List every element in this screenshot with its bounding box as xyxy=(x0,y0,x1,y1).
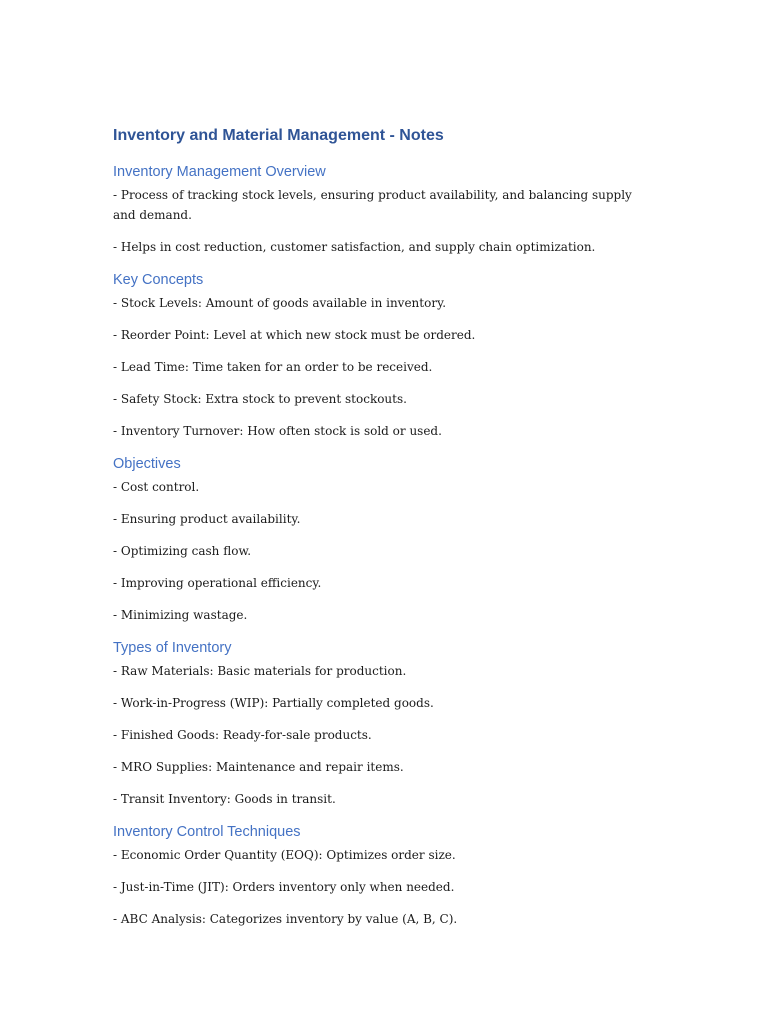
bullet-item: - Process of tracking stock levels, ensuring product availability, and balancing supply and demand. xyxy=(113,188,632,222)
bullet-item: - ABC Analysis: Categorizes inventory by value (A, B, C). xyxy=(113,912,458,926)
bullet-item: - Helps in cost reduction, customer satisfaction, and supply chain optimization. xyxy=(113,240,596,254)
section-key-concepts xyxy=(113,271,648,441)
bullet-item: - Stock Levels: Amount of goods available in inventory. xyxy=(113,296,447,310)
section-heading: Inventory Control Techniques xyxy=(113,824,301,840)
bullet-item: - Lead Time: Time taken for an order to be received. xyxy=(113,360,433,374)
bullet-item: - Finished Goods: Ready-for-sale products. xyxy=(113,728,372,742)
section-heading: Objectives xyxy=(113,456,181,472)
bullet-item: - Just-in-Time (JIT): Orders inventory only when needed. xyxy=(113,880,455,894)
bullet-item: - MRO Supplies: Maintenance and repair items. xyxy=(113,760,404,774)
document-title: Inventory and Material Management - Notes xyxy=(113,127,444,144)
bullet-item: - Work-in-Progress (WIP): Partially completed goods. xyxy=(113,696,434,710)
bullet-item: - Optimizing cash flow. xyxy=(113,544,252,558)
section-heading: Types of Inventory xyxy=(113,640,232,656)
bullet-item: - Safety Stock: Extra stock to prevent stockouts. xyxy=(113,392,407,406)
section-types-of-inventory xyxy=(113,639,648,809)
bullet-item: - Transit Inventory: Goods in transit. xyxy=(113,792,336,806)
bullet-item: - Reorder Point: Level at which new stock must be ordered. xyxy=(113,328,476,342)
bullet-item: - Ensuring product availability. xyxy=(113,512,301,526)
bullet-item: - Raw Materials: Basic materials for production. xyxy=(113,664,407,678)
section-objectives xyxy=(113,455,648,625)
bullet-item: - Economic Order Quantity (EOQ): Optimizes order size. xyxy=(113,848,456,862)
section-heading: Key Concepts xyxy=(113,272,204,288)
bullet-item: - Cost control. xyxy=(113,480,200,494)
bullet-item: - Minimizing wastage. xyxy=(113,608,248,622)
section-heading: Inventory Management Overview xyxy=(113,164,326,180)
section-inventory-control-techniques xyxy=(113,823,648,929)
bullet-item: - Inventory Turnover: How often stock is sold or used. xyxy=(113,424,442,438)
section-inventory-management-overview xyxy=(113,163,648,257)
bullet-item: - Improving operational efficiency. xyxy=(113,576,322,590)
